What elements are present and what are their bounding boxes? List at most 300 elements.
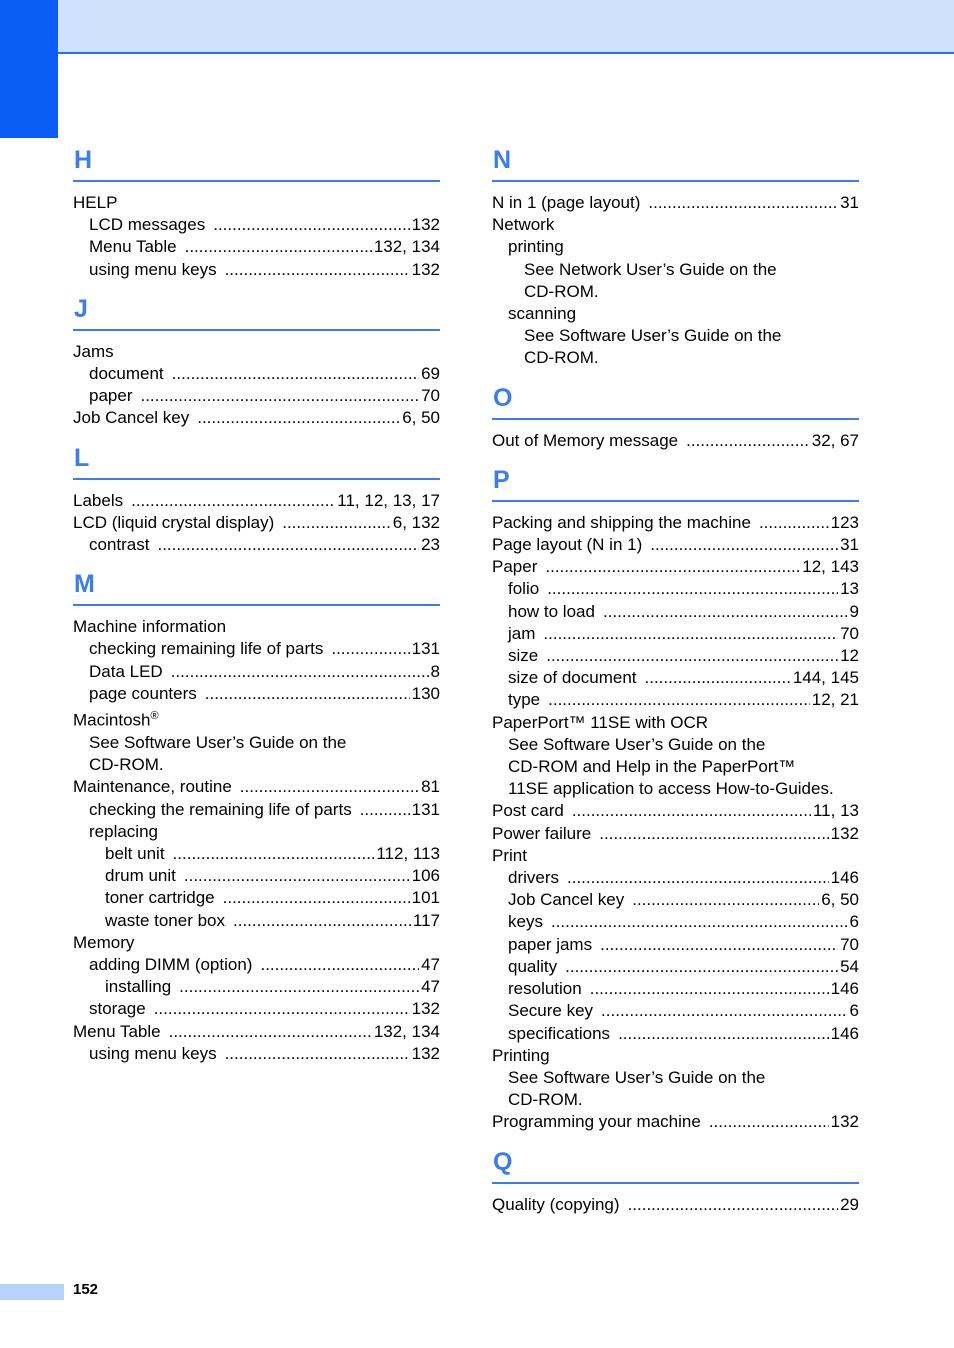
section-rule bbox=[492, 180, 859, 182]
index-term bbox=[508, 689, 540, 711]
dot-leader bbox=[240, 776, 419, 798]
dot-leader bbox=[360, 799, 410, 821]
index-term-text: quality bbox=[508, 956, 558, 976]
index-entry bbox=[492, 956, 859, 978]
dot-leader bbox=[567, 867, 829, 889]
index-pages: 31 bbox=[840, 535, 859, 555]
index-term-text: Memory bbox=[73, 932, 135, 952]
section-letter: H bbox=[74, 146, 93, 174]
index-entry bbox=[73, 616, 440, 638]
index-term-text: CD-ROM. bbox=[524, 281, 599, 301]
index-term-text: drivers bbox=[508, 868, 560, 888]
index-entry bbox=[73, 407, 440, 429]
index-entry bbox=[492, 1045, 859, 1067]
section-rule bbox=[73, 180, 440, 182]
dot-leader bbox=[184, 865, 410, 887]
index-entry bbox=[73, 887, 440, 909]
index-entry bbox=[492, 934, 859, 956]
index-term bbox=[508, 978, 582, 1000]
index-section-l bbox=[73, 438, 440, 557]
index-term bbox=[89, 821, 158, 843]
section-letter: P bbox=[493, 465, 510, 494]
index-term bbox=[492, 712, 708, 734]
index-entry bbox=[73, 976, 440, 998]
index-term-text: Packing and shipping the machine bbox=[492, 512, 751, 532]
index-term bbox=[508, 889, 624, 911]
index-term-text: CD-ROM. bbox=[524, 348, 599, 368]
index-term bbox=[105, 910, 225, 932]
dot-leader bbox=[572, 800, 811, 822]
index-entry bbox=[492, 756, 859, 778]
index-term-text: Data LED bbox=[89, 661, 163, 681]
index-term bbox=[105, 865, 176, 887]
section-rule bbox=[492, 418, 859, 420]
index-term-text: using menu keys bbox=[89, 259, 217, 279]
index-pages: 6 bbox=[849, 1001, 859, 1021]
index-pages: 70 bbox=[421, 386, 440, 406]
index-pages: 69 bbox=[421, 364, 440, 384]
header-band bbox=[0, 0, 954, 54]
index-term-text: checking the remaining life of parts bbox=[89, 799, 352, 819]
index-entry bbox=[492, 192, 859, 214]
index-entry bbox=[492, 512, 859, 534]
index-term bbox=[73, 341, 114, 363]
index-section-j bbox=[73, 289, 440, 430]
dot-leader bbox=[225, 1043, 410, 1065]
index-term bbox=[508, 1089, 583, 1111]
index-entry bbox=[73, 865, 440, 887]
index-term bbox=[73, 192, 117, 214]
chapter-tab bbox=[0, 0, 58, 138]
index-term-text: CD-ROM and Help in the PaperPort™ bbox=[508, 757, 796, 777]
index-term bbox=[524, 259, 777, 281]
index-term-text: toner cartridge bbox=[105, 888, 215, 908]
index-entry bbox=[492, 1111, 859, 1133]
index-entry bbox=[492, 823, 859, 845]
index-entry bbox=[492, 236, 859, 258]
dot-leader bbox=[603, 601, 848, 623]
index-term bbox=[508, 1000, 593, 1022]
index-entry bbox=[492, 214, 859, 236]
index-pages: 131 bbox=[411, 799, 440, 819]
index-term bbox=[105, 843, 165, 865]
index-term-text: replacing bbox=[89, 821, 158, 841]
index-term-text: adding DIMM (option) bbox=[89, 954, 253, 974]
index-term bbox=[508, 236, 564, 258]
page-number: 152 bbox=[73, 1281, 99, 1298]
index-pages: 101 bbox=[411, 888, 440, 908]
dot-leader bbox=[650, 534, 838, 556]
index-term bbox=[89, 799, 352, 821]
index-term-text: Machine information bbox=[73, 617, 227, 637]
index-term-text: LCD (liquid crystal display) bbox=[73, 512, 275, 532]
index-term bbox=[508, 778, 834, 800]
index-pages: 6, 50 bbox=[402, 408, 440, 428]
index-pages: 70 bbox=[840, 623, 859, 643]
index-entry bbox=[73, 843, 440, 865]
index-term bbox=[73, 932, 134, 954]
index-term-text: Macintosh bbox=[73, 710, 151, 730]
index-entry bbox=[73, 214, 440, 236]
index-entry bbox=[492, 712, 859, 734]
dot-leader bbox=[547, 578, 838, 600]
index-entry bbox=[492, 689, 859, 711]
index-entry bbox=[492, 430, 859, 452]
dot-leader bbox=[686, 430, 810, 452]
index-term bbox=[508, 601, 595, 623]
index-pages: 146 bbox=[830, 868, 859, 888]
index-term bbox=[105, 976, 171, 998]
index-pages: 9 bbox=[849, 601, 859, 621]
dot-leader bbox=[543, 623, 838, 645]
index-pages: 11, 13 bbox=[812, 801, 859, 821]
index-entry bbox=[492, 601, 859, 623]
index-pages: 29 bbox=[840, 1194, 859, 1214]
index-term-text: Maintenance, routine bbox=[73, 777, 232, 797]
section-letter: O bbox=[493, 383, 513, 412]
section-letter: L bbox=[74, 443, 90, 472]
index-pages: 11, 12, 13, 17 bbox=[337, 490, 440, 510]
index-term bbox=[508, 956, 557, 978]
index-term-text: Labels bbox=[73, 490, 124, 510]
index-term bbox=[492, 214, 554, 236]
index-term-text: drum unit bbox=[105, 866, 176, 886]
index-entry bbox=[492, 325, 859, 347]
index-section-h bbox=[73, 140, 440, 281]
index-section-m bbox=[73, 564, 440, 1065]
index-term-text: See Network User’s Guide on the bbox=[524, 259, 777, 279]
index-term bbox=[89, 534, 149, 556]
index-column-right bbox=[492, 140, 859, 1224]
index-column-left bbox=[73, 140, 440, 1073]
dot-leader bbox=[632, 889, 819, 911]
index-term-text: document bbox=[89, 364, 164, 384]
index-term-text: installing bbox=[105, 977, 172, 997]
index-entry bbox=[73, 776, 440, 798]
index-term-text: LCD messages bbox=[89, 215, 206, 235]
index-entry bbox=[73, 754, 440, 776]
index-entry bbox=[73, 1021, 440, 1043]
index-term bbox=[89, 385, 132, 407]
index-pages: 6, 132 bbox=[392, 512, 440, 532]
index-pages: 13 bbox=[840, 579, 859, 599]
index-term-text: checking remaining life of parts bbox=[89, 639, 324, 659]
index-term-text: Secure key bbox=[508, 1001, 594, 1021]
index-term bbox=[89, 638, 323, 660]
dot-leader bbox=[197, 407, 400, 429]
index-entry bbox=[492, 1194, 859, 1216]
index-entry bbox=[492, 978, 859, 1000]
index-pages: 131 bbox=[411, 639, 440, 659]
index-term-text: Quality (copying) bbox=[492, 1194, 620, 1214]
index-entry bbox=[73, 385, 440, 407]
index-term bbox=[89, 259, 217, 281]
index-entry bbox=[73, 732, 440, 754]
dot-leader bbox=[205, 683, 410, 705]
index-entry bbox=[73, 638, 440, 660]
index-term bbox=[89, 661, 163, 683]
dot-leader bbox=[131, 490, 335, 512]
index-entry bbox=[492, 867, 859, 889]
index-entry bbox=[73, 661, 440, 683]
index-term bbox=[89, 214, 205, 236]
index-term bbox=[492, 1194, 620, 1216]
index-term bbox=[492, 845, 527, 867]
index-term bbox=[73, 705, 159, 732]
index-entry bbox=[73, 363, 440, 385]
index-term-text: CD-ROM. bbox=[89, 755, 164, 775]
index-term-text: CD-ROM. bbox=[508, 1090, 583, 1110]
index-entry bbox=[492, 534, 859, 556]
index-term-text: Menu Table bbox=[73, 1021, 161, 1041]
section-letter: N bbox=[493, 146, 512, 174]
index-entry bbox=[73, 259, 440, 281]
dot-leader bbox=[546, 645, 838, 667]
index-term bbox=[508, 734, 765, 756]
index-term bbox=[508, 911, 543, 933]
dot-leader bbox=[565, 956, 838, 978]
index-term bbox=[508, 667, 637, 689]
index-term-text: resolution bbox=[508, 979, 582, 999]
index-entry bbox=[73, 490, 440, 512]
dot-leader bbox=[590, 978, 829, 1000]
index-term-text: Programming your machine bbox=[492, 1112, 701, 1132]
index-term-text: storage bbox=[89, 999, 146, 1019]
index-entry bbox=[73, 910, 440, 932]
index-pages: 132 bbox=[411, 1043, 440, 1063]
index-term bbox=[492, 1045, 550, 1067]
index-term-text: size bbox=[508, 646, 539, 666]
index-pages: 12 bbox=[840, 646, 859, 666]
index-term bbox=[73, 776, 232, 798]
index-entry bbox=[73, 954, 440, 976]
index-term-text: Post card bbox=[492, 801, 564, 821]
index-entry bbox=[492, 347, 859, 369]
index-term bbox=[492, 534, 642, 556]
index-term-text: See Software User’s Guide on the bbox=[524, 326, 782, 346]
index-pages: 47 bbox=[421, 954, 440, 974]
index-entry bbox=[73, 821, 440, 843]
dot-leader bbox=[331, 638, 409, 660]
index-term bbox=[524, 347, 599, 369]
index-term bbox=[492, 430, 678, 452]
index-term bbox=[492, 512, 751, 534]
index-term bbox=[492, 823, 591, 845]
dot-leader bbox=[179, 976, 419, 998]
dot-leader bbox=[171, 661, 429, 683]
index-entry bbox=[492, 734, 859, 756]
dot-leader bbox=[618, 1023, 829, 1045]
index-pages: 8 bbox=[430, 661, 440, 681]
index-term-text: printing bbox=[508, 237, 564, 257]
dot-leader bbox=[548, 689, 810, 711]
dot-leader bbox=[233, 910, 411, 932]
index-pages: 12, 21 bbox=[811, 690, 859, 710]
index-term-text: 11SE application to access How-to-Guides. bbox=[508, 779, 834, 799]
index-pages: 70 bbox=[840, 934, 859, 954]
index-term-text: scanning bbox=[508, 304, 577, 324]
index-section-o bbox=[492, 378, 859, 452]
index-term-text: paper bbox=[89, 386, 133, 406]
index-pages: 6, 50 bbox=[821, 890, 859, 910]
dot-leader bbox=[260, 954, 419, 976]
dot-leader bbox=[709, 1111, 829, 1133]
index-pages: 81 bbox=[421, 777, 440, 797]
index-term-text: page counters bbox=[89, 683, 197, 703]
index-entry bbox=[492, 667, 859, 689]
section-rule bbox=[492, 500, 859, 502]
dot-leader bbox=[282, 512, 391, 534]
index-term bbox=[89, 754, 164, 776]
index-entry bbox=[73, 799, 440, 821]
dot-leader bbox=[628, 1194, 839, 1216]
dot-leader bbox=[551, 911, 848, 933]
index-term-text: PaperPort™ 11SE with OCR bbox=[492, 712, 709, 732]
index-section-p bbox=[492, 460, 859, 1134]
index-term-text: specifications bbox=[508, 1023, 611, 1043]
index-entry bbox=[492, 556, 859, 578]
index-term bbox=[508, 756, 795, 778]
index-term bbox=[89, 683, 197, 705]
index-pages: 146 bbox=[830, 1023, 859, 1043]
index-pages: 123 bbox=[830, 512, 859, 532]
index-entry bbox=[492, 578, 859, 600]
index-entry bbox=[492, 303, 859, 325]
index-pages: 132 bbox=[411, 259, 440, 279]
index-term bbox=[73, 512, 274, 534]
index-term-text: keys bbox=[508, 912, 543, 932]
index-entry bbox=[73, 932, 440, 954]
index-term-text: folio bbox=[508, 579, 540, 599]
section-rule bbox=[73, 478, 440, 480]
index-pages: 132, 134 bbox=[373, 237, 440, 257]
index-term bbox=[73, 1021, 161, 1043]
index-term bbox=[492, 800, 564, 822]
index-entry bbox=[73, 705, 440, 732]
index-term bbox=[73, 407, 189, 429]
index-term bbox=[89, 236, 177, 258]
index-section-q bbox=[492, 1142, 859, 1216]
index-pages: 47 bbox=[421, 977, 440, 997]
dot-leader bbox=[169, 1021, 372, 1043]
index-term bbox=[73, 490, 123, 512]
index-pages: 54 bbox=[840, 956, 859, 976]
index-term bbox=[89, 363, 164, 385]
dot-leader bbox=[648, 192, 838, 214]
index-pages: 117 bbox=[412, 910, 440, 930]
section-letter: M bbox=[74, 570, 95, 599]
index-entry bbox=[73, 998, 440, 1020]
index-term bbox=[89, 1043, 217, 1065]
index-entry bbox=[492, 645, 859, 667]
index-pages: 132 bbox=[830, 1112, 859, 1132]
index-pages: 12, 143 bbox=[802, 557, 859, 577]
index-pages: 132 bbox=[411, 215, 440, 235]
index-term bbox=[73, 616, 226, 638]
index-term-text: Printing bbox=[492, 1045, 550, 1065]
index-entry bbox=[73, 512, 440, 534]
section-letter: Q bbox=[493, 1147, 513, 1176]
index-term-text: Paper bbox=[492, 557, 538, 577]
index-term-text: Page layout (N in 1) bbox=[492, 535, 643, 555]
dot-leader bbox=[154, 998, 410, 1020]
index-term bbox=[524, 325, 781, 347]
section-letter: J bbox=[74, 294, 88, 323]
index-entry bbox=[492, 1023, 859, 1045]
index-term bbox=[89, 998, 146, 1020]
index-term-text: Network bbox=[492, 215, 555, 235]
index-term bbox=[492, 1111, 701, 1133]
index-entry bbox=[492, 911, 859, 933]
dot-leader bbox=[545, 556, 800, 578]
index-term-text: See Software User’s Guide on the bbox=[508, 734, 766, 754]
index-term-text: Job Cancel key bbox=[73, 408, 190, 428]
section-rule bbox=[492, 1182, 859, 1184]
index-entry bbox=[73, 341, 440, 363]
index-entry bbox=[492, 1089, 859, 1111]
dot-leader bbox=[172, 363, 419, 385]
index-term-text: using menu keys bbox=[89, 1043, 217, 1063]
index-term bbox=[508, 645, 538, 667]
index-section-n bbox=[492, 140, 859, 370]
index-term-text: Print bbox=[492, 845, 527, 865]
index-pages: 132, 134 bbox=[373, 1021, 440, 1041]
section-rule bbox=[73, 604, 440, 606]
index-entry bbox=[492, 1067, 859, 1089]
dot-leader bbox=[223, 887, 410, 909]
index-term bbox=[89, 732, 346, 754]
index-entry bbox=[492, 281, 859, 303]
index-term bbox=[508, 578, 539, 600]
dot-leader bbox=[599, 823, 828, 845]
index-pages: 106 bbox=[411, 866, 440, 886]
index-term bbox=[508, 303, 576, 325]
section-rule bbox=[73, 329, 440, 331]
dot-leader bbox=[645, 667, 791, 689]
index-term-text: See Software User’s Guide on the bbox=[508, 1067, 766, 1087]
index-term-text: Job Cancel key bbox=[508, 890, 625, 910]
index-term-text: type bbox=[508, 690, 541, 710]
index-pages: 32, 67 bbox=[811, 430, 859, 450]
index-pages: 23 bbox=[421, 535, 440, 555]
index-entry bbox=[492, 259, 859, 281]
index-term bbox=[492, 556, 537, 578]
index-entry bbox=[492, 889, 859, 911]
index-entry bbox=[73, 534, 440, 556]
index-term-text: HELP bbox=[73, 193, 118, 212]
index-term bbox=[508, 1067, 765, 1089]
index-term-text: Jams bbox=[73, 341, 114, 361]
index-pages: 132 bbox=[411, 999, 440, 1019]
registered-mark: ® bbox=[150, 710, 159, 723]
index-pages: 31 bbox=[840, 193, 859, 212]
index-entry bbox=[73, 192, 440, 214]
dot-leader bbox=[173, 843, 375, 865]
index-term-text: Power failure bbox=[492, 823, 592, 843]
index-entry bbox=[492, 1000, 859, 1022]
index-pages: 132 bbox=[830, 823, 859, 843]
index-term-text: waste toner box bbox=[105, 910, 226, 930]
index-entry bbox=[492, 623, 859, 645]
index-pages: 6 bbox=[849, 912, 859, 932]
dot-leader bbox=[600, 934, 838, 956]
index-entry bbox=[73, 1043, 440, 1065]
index-entry bbox=[492, 778, 859, 800]
index-entry bbox=[73, 683, 440, 705]
dot-leader bbox=[140, 385, 419, 407]
index-term-text: paper jams bbox=[508, 934, 593, 954]
index-term-text: belt unit bbox=[105, 843, 165, 863]
